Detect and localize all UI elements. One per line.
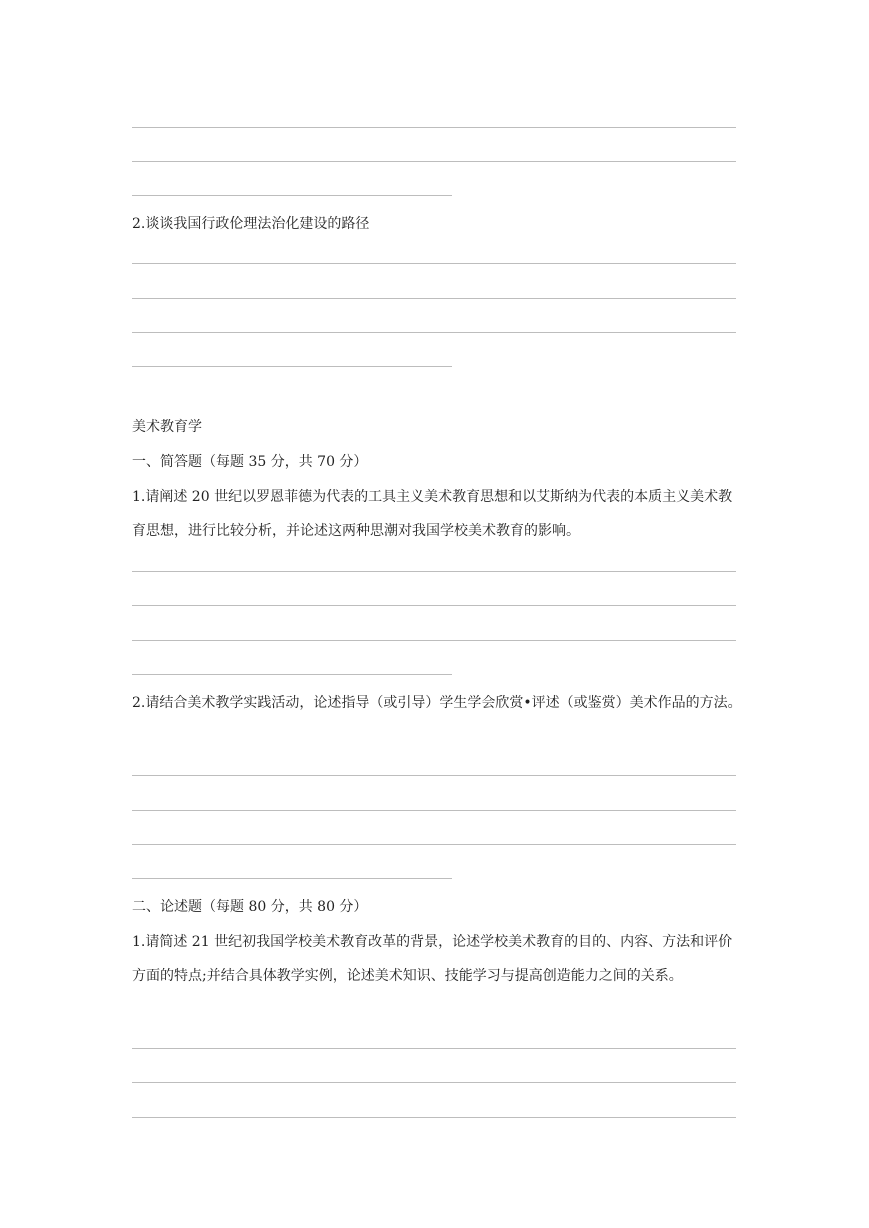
answer-line (132, 127, 736, 128)
answer-line (132, 161, 736, 162)
answer-line (132, 775, 736, 776)
answer-line (132, 298, 736, 299)
essay-question-1: 1.请简述 21 世纪初我国学校美术教育改革的背景，论述学校美术教育的目的、内容、方法和评价方面的特点;并结合具体教学实例，论述美术知识、技能学习与提高创造能力之间的关系。 (132, 934, 733, 984)
question-2-prev: 2.谈谈我国行政伦理法治化建设的路径 (132, 216, 370, 232)
essay-header: 二、论述题（每题 80 分，共 80 分） (132, 899, 368, 915)
answer-line (132, 810, 736, 811)
short-question-2: 2.请结合美术教学实践活动，论述指导（或引导）学生学会欣赏•评述（或鉴赏）美术作品的方法。 (132, 695, 742, 711)
answer-line-short (132, 195, 452, 196)
answer-line (132, 263, 736, 264)
answer-line (132, 1117, 736, 1118)
answer-line (132, 640, 736, 641)
answer-line (132, 1082, 736, 1083)
answer-line (132, 605, 736, 606)
answer-line (132, 332, 736, 333)
answer-line-short (132, 366, 452, 367)
answer-line (132, 571, 736, 572)
answer-line (132, 844, 736, 845)
answer-line-short (132, 674, 452, 675)
short-question-1: 1.请阐述 20 世纪以罗恩菲德为代表的工具主义美术教育思想和以艾斯纳为代表的本质主义美术教育思想，进行比较分析，并论述这两种思潮对我国学校美术教育的影响。 (132, 489, 733, 539)
short-answer-header: 一、简答题（每题 35 分，共 70 分） (132, 454, 368, 470)
answer-line (132, 1048, 736, 1049)
subject-title: 美术教育学 (132, 419, 202, 435)
answer-line-short (132, 878, 452, 879)
